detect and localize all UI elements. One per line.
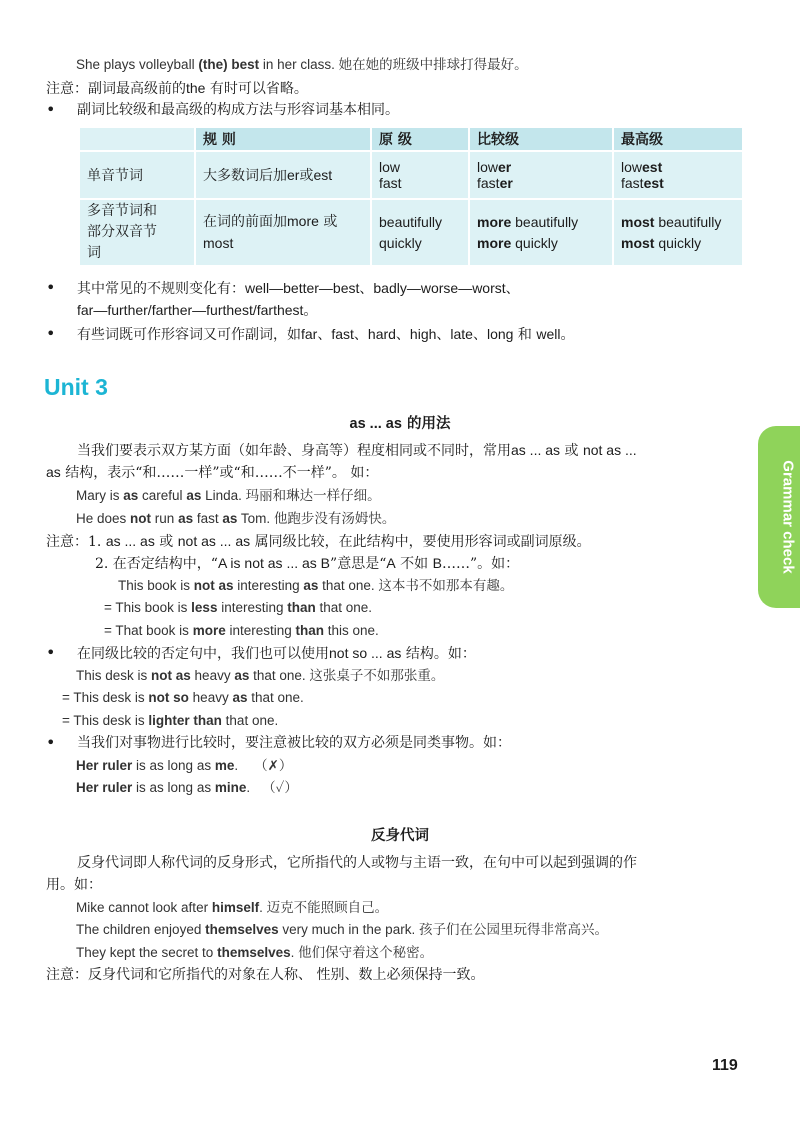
positive-cell: beautifully quickly [371, 199, 469, 266]
row-label-monosyllabic: 单音节词 [79, 151, 195, 199]
wrong-mark: （✗） [254, 758, 293, 774]
note-as-as-1: 注意：1. as ... as 或 not as ... as 属同级比较，在此结构中，要使用形容词或副词原级。 [46, 533, 591, 550]
example-book-3: = That book is more interesting than this one. [104, 623, 379, 638]
bullet-irregular-forms: • 其中常见的不规则变化有：well—better—best、badly—worse—worst、 [77, 278, 520, 299]
table-header-comparative: 比较级 [469, 127, 613, 151]
superlative-cell: most beautifully most quickly [613, 199, 743, 266]
table-header-empty [79, 127, 195, 151]
rule-cell: 大多数词后加er或est [195, 151, 371, 199]
note-as-as-2: 2. 在否定结构中，“A is not as ... as B”意思是“A 不如 B……”。如： [95, 555, 520, 572]
bullet-dual-words: • 有些词既可作形容词又可作副词，如far、fast、hard、high、late、long 和 well。 [77, 324, 574, 345]
positive-cell: low fast [371, 151, 469, 199]
note-the-omission: 注意：副词最高级前的the 有时可以省略。 [46, 80, 308, 97]
example-mary: Mary is as careful as Linda. 玛丽和琳达一样仔细。 [76, 488, 381, 504]
note-reflexive-agreement: 注意：反身代词和它所指代的对象在人称、 性别、数上必须保持一致。 [46, 967, 485, 983]
correct-mark: （✓） [262, 780, 298, 796]
bullet-same-category: • 当我们对事物进行比较时，要注意被比较的双方必须是同类事物。如： [77, 733, 511, 753]
as-as-intro-line1: 当我们要表示双方某方面（如年龄、身高等）程度相同或不同时，常用as ... as 或 not as ... [77, 442, 637, 459]
section-title-as-as: as ... as 的用法 [349, 415, 451, 432]
as-as-intro-line2: as 结构，表示“和……一样”或“和……不一样”。 如： [46, 464, 379, 481]
rule-cell: 在词的前面加more 或 most [195, 199, 371, 266]
example-himself: Mike cannot look after himself. 迈克不能照顾自己。 [76, 900, 389, 916]
example-tom: He does not run as fast as Tom. 他跑步没有汤姆快。 [76, 511, 396, 527]
example-themselves-2: They kept the secret to themselves. 他们保守着这个秘密。 [76, 945, 434, 961]
example-desk-2: = This desk is not so heavy as that one. [62, 690, 304, 705]
table-row-monosyllabic [79, 151, 743, 199]
superlative-cell: lowest fastest [613, 151, 743, 199]
grammar-check-tab[interactable] [758, 426, 800, 608]
row-label-polysyllabic: 多音节词和 部分双音节 词 [79, 199, 195, 266]
example-ruler-wrong: Her ruler is as long as me. （✗） [76, 758, 293, 774]
bullet-formation-rule: • 副词比较级和最高级的构成方法与形容词基本相同。 [77, 100, 399, 120]
section-title-reflexive: 反身代词 [371, 827, 429, 844]
example-themselves-1: The children enjoyed themselves very much in the park. 孩子们在公园里玩得非常高兴。 [76, 922, 608, 938]
irregular-forms-cont: far—further/farther—furthest/farthest。 [77, 302, 318, 319]
example-book-1: This book is not as interesting as that one. 这本书不如那本有趣。 [118, 578, 514, 594]
example-desk-3: = This desk is lighter than that one. [62, 713, 279, 728]
table-header-positive: 原 级 [371, 127, 469, 151]
grammar-check-label: Grammar check [779, 460, 797, 574]
bullet-not-so-as: • 在同级比较的否定句中，我们也可以使用not so ... as 结构。如： [77, 643, 476, 664]
table-header-row [79, 127, 743, 151]
table-row-polysyllabic [79, 199, 743, 266]
table-header-rule: 规 则 [195, 127, 371, 151]
reflexive-intro-line2: 用。如： [46, 877, 102, 893]
reflexive-intro-line1: 反身代词即人称代词的反身形式，它所指代的人或物与主语一致，在句中可以起到强调的作 [77, 855, 637, 871]
example-book-2: = This book is less interesting than that one. [104, 600, 373, 615]
example-desk-1: This desk is not as heavy as that one. 这张桌子不如那张重。 [76, 668, 445, 684]
page-number: 119 [712, 1057, 738, 1074]
example-volleyball: She plays volleyball (the) best in her class. 她在她的班级中排球打得最好。 [76, 57, 528, 73]
example-ruler-correct: Her ruler is as long as mine. （✓） [76, 780, 298, 796]
table-header-superlative: 最高级 [613, 127, 743, 151]
comparative-cell: lower faster [469, 151, 613, 199]
comparison-table [78, 126, 744, 267]
unit-heading: Unit 3 [44, 374, 108, 400]
comparative-cell: more beautifully more quickly [469, 199, 613, 266]
